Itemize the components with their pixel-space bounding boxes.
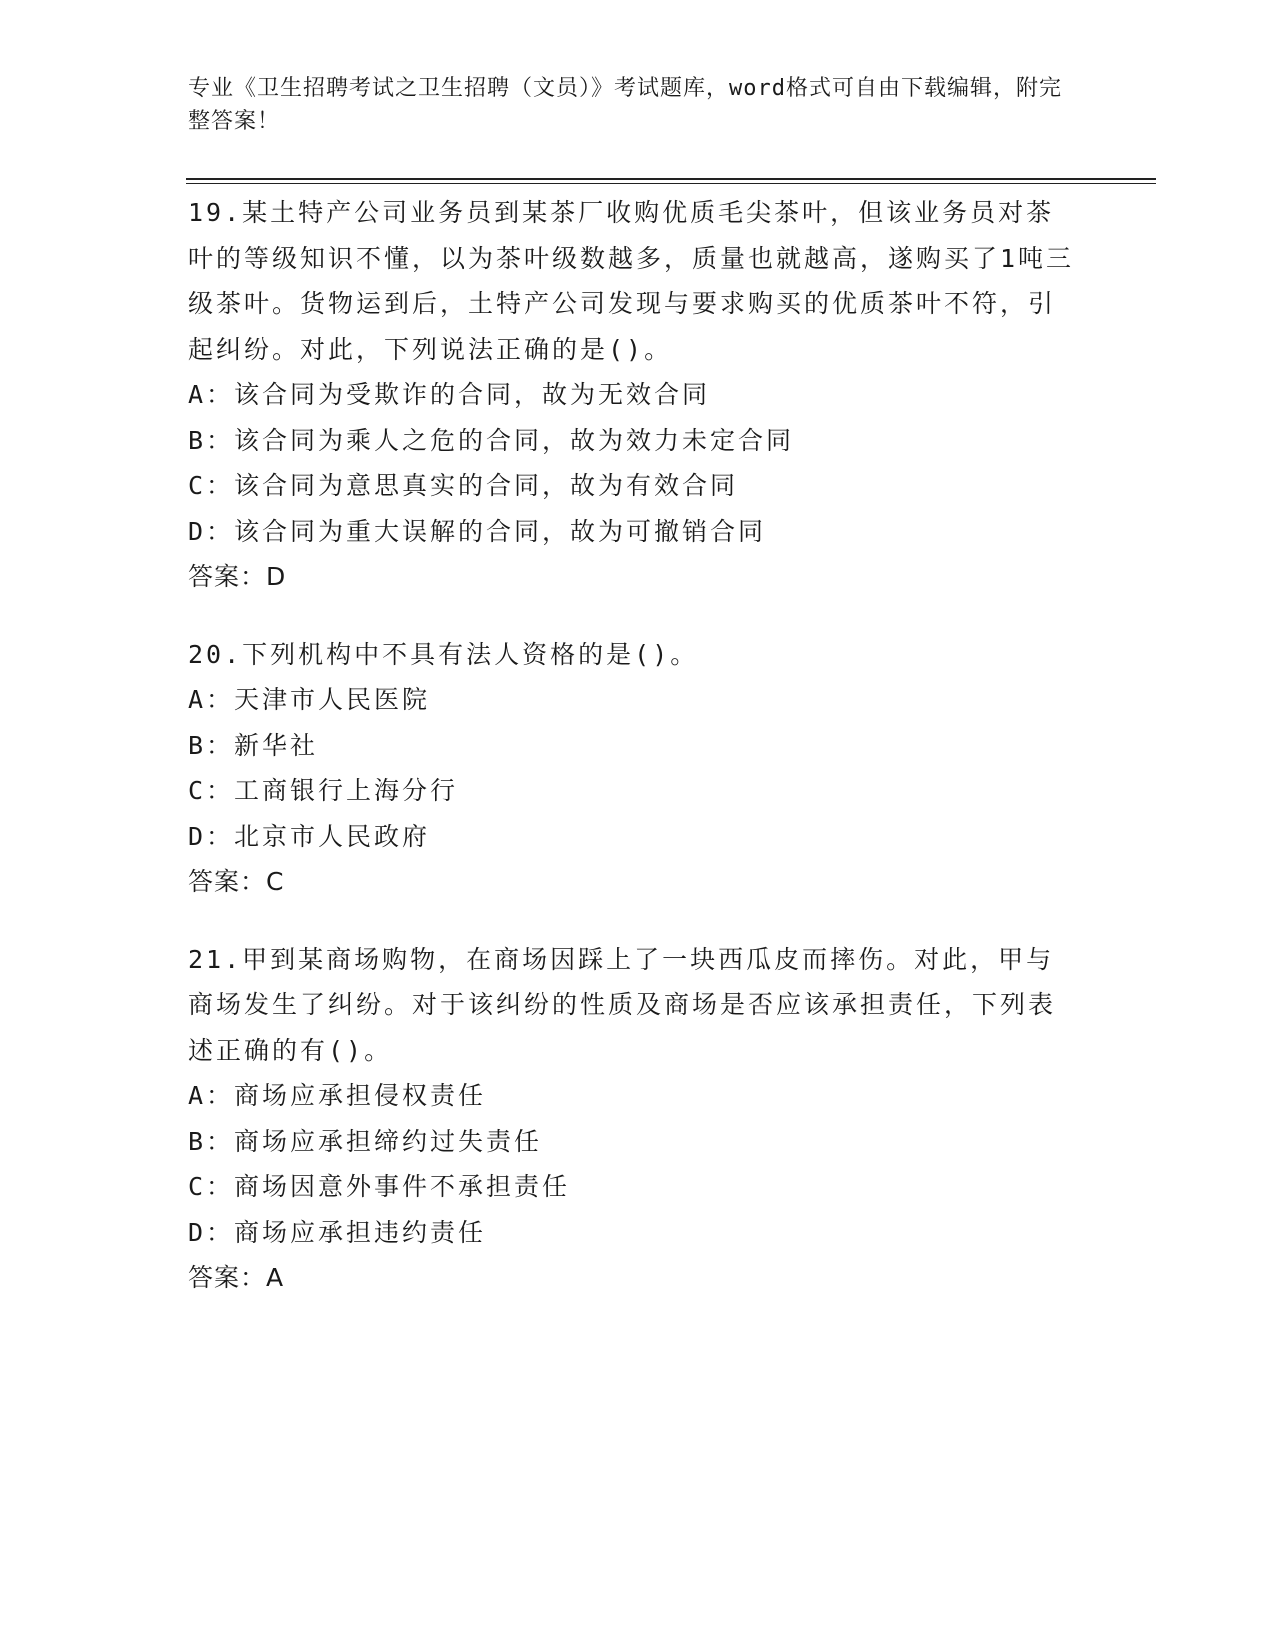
option-c: C：商场因意外事件不承担责任 xyxy=(188,1172,571,1201)
question-20 xyxy=(188,632,1088,905)
option-d: D：北京市人民政府 xyxy=(188,821,431,851)
option-a: A：天津市人民医院 xyxy=(188,685,431,714)
header-title: 专业《卫生招聘考试之卫生招聘（文员）》考试题库，word格式可自由下载编辑，附完整答案！ xyxy=(188,76,1062,134)
option-d: D：该合同为重大误解的合同，故为可撤销合同 xyxy=(188,516,767,546)
answer: 答案：C xyxy=(188,867,285,896)
answer: 答案：A xyxy=(188,1263,285,1292)
document-header xyxy=(188,72,1078,138)
option-a: A：商场应承担侵权责任 xyxy=(188,1081,487,1110)
option-b: B：新华社 xyxy=(188,730,319,760)
question-text: 20.下列机构中不具有法人资格的是()。 xyxy=(188,639,699,669)
option-b: B：该合同为乘人之危的合同，故为效力未定合同 xyxy=(188,425,795,455)
question-text: 19.某土特产公司业务员到某茶厂收购优质毛尖茶叶，但该业务员对茶叶的等级知识不懂，以为茶叶级数越多，质量也就越高，遂购买了1吨三级茶叶。货物运到后，土特产公司发现与要求购买的优质茶叶不符，引起纠纷。对此，下列说法正确的是()。 xyxy=(188,198,1075,364)
option-d: D：商场应承担违约责任 xyxy=(188,1217,487,1247)
answer: 答案：D xyxy=(188,562,287,591)
header-rule-thick xyxy=(186,178,1156,180)
question-21 xyxy=(188,937,1088,1301)
option-c: C：工商银行上海分行 xyxy=(188,776,459,805)
header-rule-thin xyxy=(186,183,1156,184)
option-c: C：该合同为意思真实的合同，故为有效合同 xyxy=(188,471,739,500)
option-b: B：商场应承担缔约过失责任 xyxy=(188,1126,543,1156)
question-19 xyxy=(188,190,1088,600)
question-list xyxy=(188,190,1088,1333)
question-text: 21.甲到某商场购物，在商场因踩上了一块西瓜皮而摔伤。对此，甲与商场发生了纠纷。对于该纠纷的性质及商场是否应该承担责任，下列表述正确的有()。 xyxy=(188,944,1057,1065)
option-a: A：该合同为受欺诈的合同，故为无效合同 xyxy=(188,380,711,409)
